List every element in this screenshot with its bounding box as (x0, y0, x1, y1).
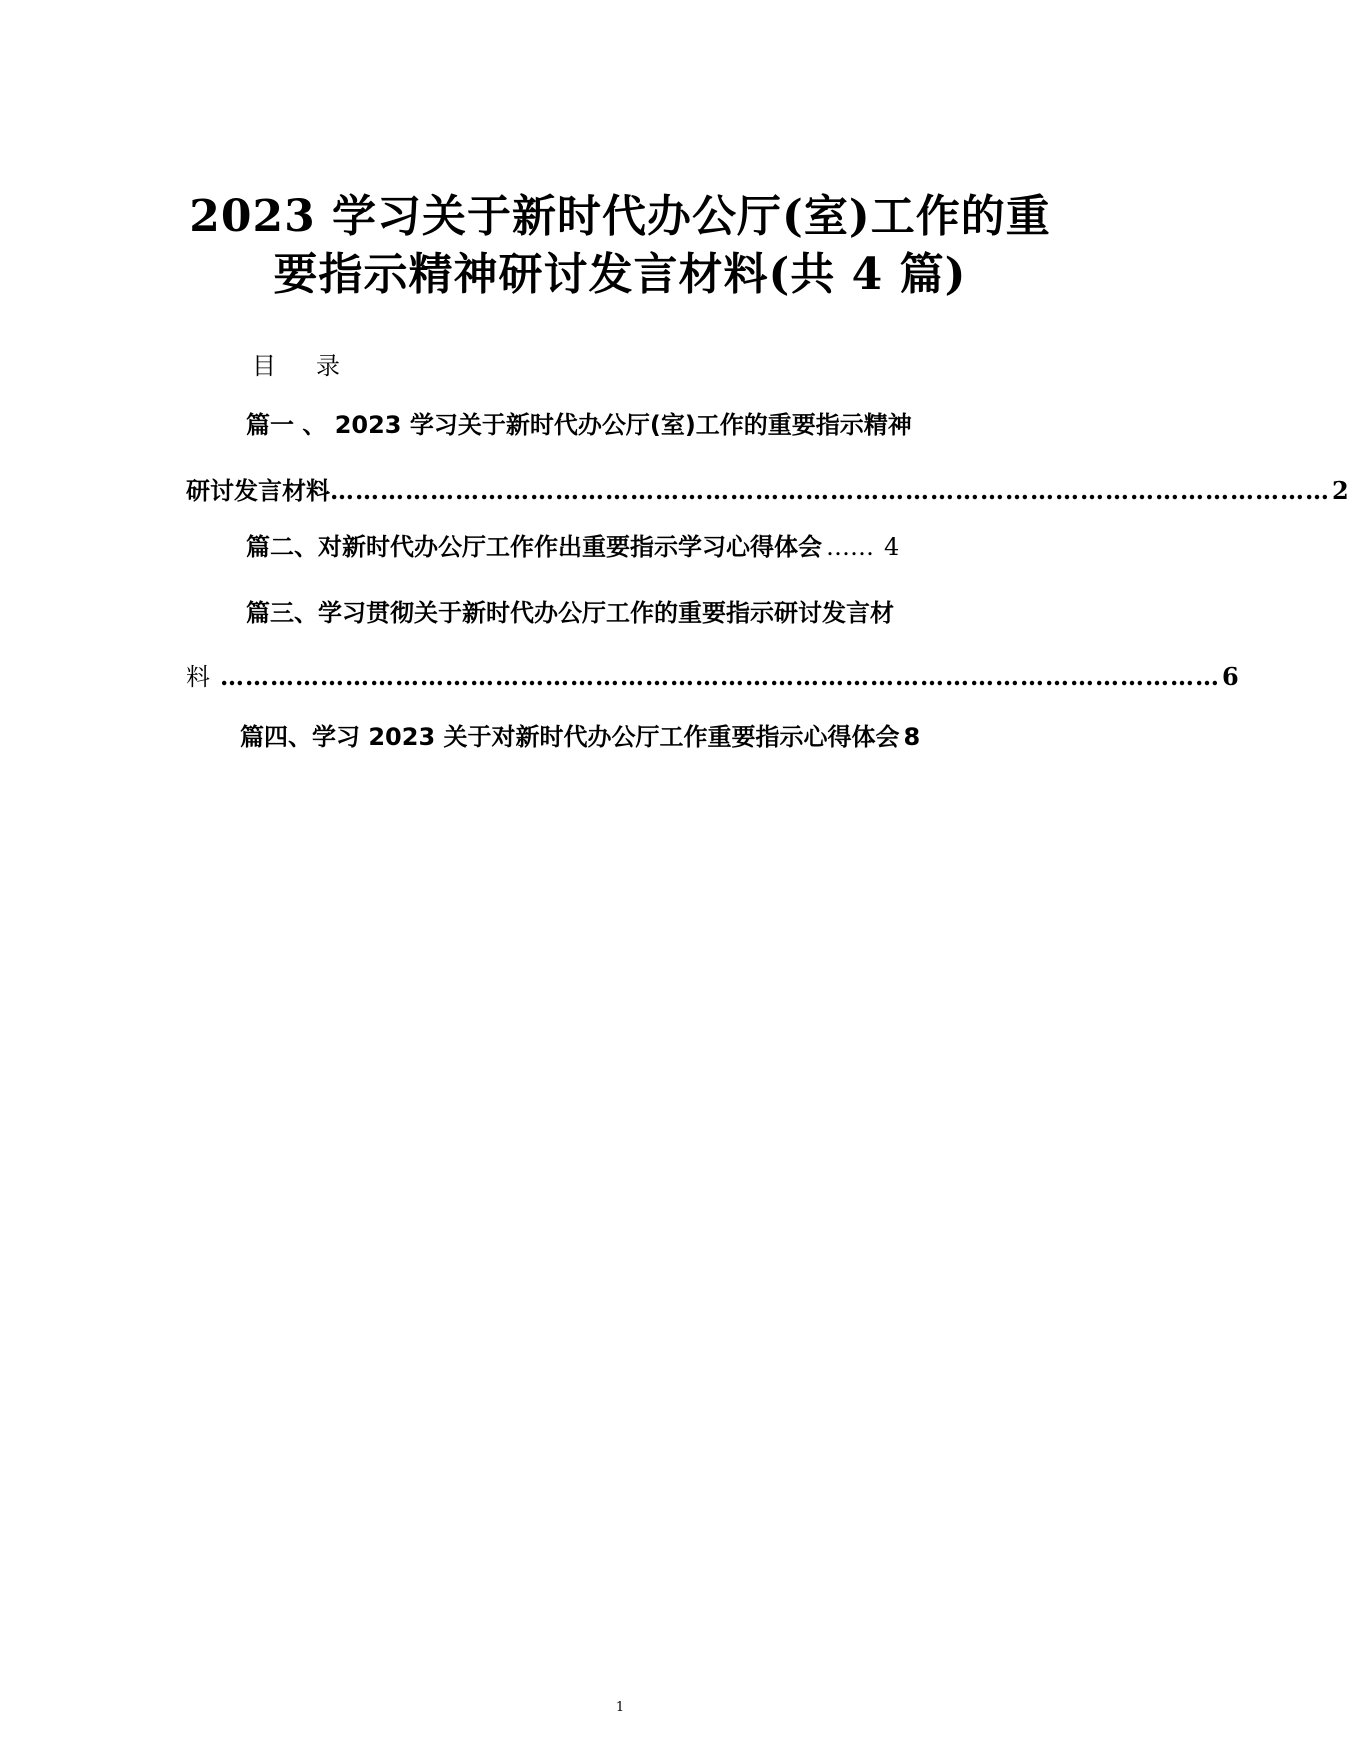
toc-heading-char-1: 目 (252, 352, 276, 380)
toc-entry-2-title: 篇二、对新时代办公厅工作作出重要指示学习心得体会 (246, 533, 822, 561)
toc-entry-1-title: 篇一 、 2023 学习关于新时代办公厅(室)工作的重要指示精神 (246, 411, 912, 439)
toc-entry-1-title-continued: 研讨发言材料 (186, 477, 330, 505)
toc-entry-2-line-1[interactable] (246, 530, 1046, 564)
toc-entry-4-title: 篇四、学习 2023 关于对新时代办公厅工作重要指示心得体会 (240, 723, 900, 751)
toc-entry-3-line-2[interactable] (186, 660, 1239, 694)
toc-entry-1-line-2[interactable] (186, 474, 1349, 508)
document-title (180, 188, 1060, 304)
toc-heading-char-2: 录 (316, 352, 340, 380)
footer-page-number: 1 (615, 1700, 625, 1715)
toc-entry-3-title-continued: 料 (186, 663, 210, 691)
toc-entry-3-leader-dots: ………………………………………………………………………………………………………… (220, 662, 1220, 691)
toc-entry-1-line-1[interactable] (246, 408, 1046, 442)
toc-entry-4-line-1[interactable] (240, 720, 1060, 754)
toc-entry-2-page-number: 4 (884, 533, 900, 561)
toc-entry-3-page-number: 6 (1222, 662, 1239, 691)
title-line-2: 要指示精神研讨发言材料(共 4 篇) (273, 249, 967, 300)
toc-entry-1-page-number: 2 (1332, 476, 1349, 505)
title-line-1: 2023 学习关于新时代办公厅(室)工作的重 (189, 191, 1051, 242)
toc-entry-3-title: 篇三、学习贯彻关于新时代办公厅工作的重要指示研讨发言材 (246, 599, 894, 627)
toc-entry-4-page-number: 8 (903, 723, 921, 751)
toc-entry-3-line-1[interactable] (246, 596, 1046, 630)
toc-entry-2-leader-dots: …… (826, 533, 874, 561)
toc-entry-1-leader-dots: ………………………………………………………………………………………………………… (330, 476, 1330, 505)
toc-heading (252, 350, 340, 382)
